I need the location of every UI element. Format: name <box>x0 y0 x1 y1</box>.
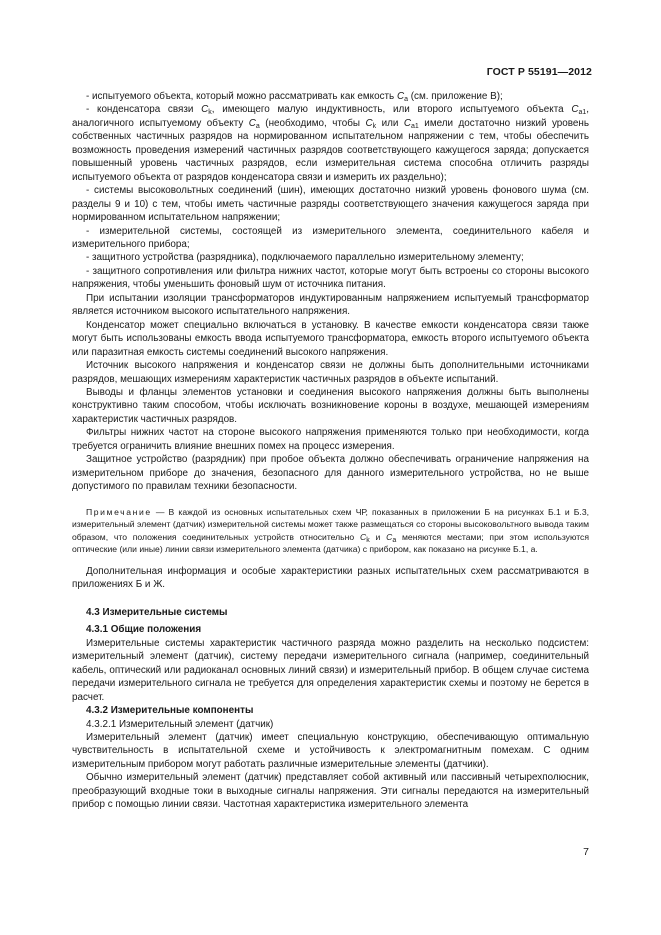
text-run: — В каждой из основных испытательных схем ЧР, показанных в приложении Б на рисунках Б.1 и Б.3, измерительный элемент (датчик) измерительной системы может также размещаться со стороны высоковольтного вывода таким образом, что положения соединительных устройств относительно <box>72 506 589 542</box>
list-item: - системы высоковольтных соединений (шин), имеющих достаточно низкий уровень фонового шума (см. разделы 9 и 10) с тем, чтобы иметь частичные разряды соответствующего значения кажущегося заряда при нормированном испытательном напряжении; <box>72 185 589 224</box>
paragraph: Фильтры нижних частот на стороне высокого напряжения применяются только при необходимости, когда требуется ограничить влияние внешних помех на процесс измерения. <box>72 427 589 452</box>
subscript: a <box>392 536 397 544</box>
list-item: - измерительной системы, состоящей из измерительного элемента, соединительного кабеля и измерительного прибора; <box>72 225 589 250</box>
subscript: a1 <box>411 122 419 130</box>
paragraph: Дополнительная информация и особые характеристики разных испытательных схем рассматриваются в приложениях Б и Ж. <box>72 565 589 591</box>
list-item: - защитного сопротивления или фильтра нижних частот, которые могут быть встроены со стороны высокого напряжения, чтобы уменьшить фоновый шум от источника питания. <box>72 265 589 291</box>
subscript: a <box>404 96 408 103</box>
subscript: k <box>208 109 212 117</box>
text-run: имели достаточно низкий уровень собственных частичных разрядов на нормированном испытательном напряжении с тем, чтобы обеспечить возможность проведения измерений частичных разрядов соответствующего кажущегося заряда; допускается повышенный уровень частичных разрядов, если измерительная система способна отличить разряды испытуемого объекта от разрядов конденсатора связи и измерить их раздельно); <box>72 117 590 183</box>
subscript: k <box>372 122 377 130</box>
text-run: , имеющего малую индуктивность, или второго испытуемого объекта <box>211 104 572 116</box>
text-run: и <box>369 531 387 542</box>
symbol: C <box>571 104 579 116</box>
symbol: C <box>365 117 373 129</box>
clause-heading: 4.3.2.1 Измерительный элемент (датчик) <box>86 718 274 730</box>
subscript: k <box>366 536 370 544</box>
symbol: C <box>396 91 405 102</box>
text-run: (необходимо, чтобы <box>259 117 366 129</box>
text-run: (см. приложение В); <box>407 91 503 102</box>
paragraph: При испытании изоляции трансформаторов индуктированным напряжением испытуемый трансформатор является источником высокого испытательного напряжения. <box>72 292 589 318</box>
paragraph: Измерительные системы характеристик частичного разряда можно разделить на несколько подсистем: измерительный элемент (датчик), систему передачи измерительного сигнала (например, соединительный кабель, оптический или радиоканал основных линий связи) и измерительный прибор. В общем случае система передачи измерительного сигнала не требуется для определения характеристик схемы и поэтому не берется в расчет. <box>72 637 589 703</box>
paragraph: Конденсатор может специально включаться в установку. В качестве емкости конденсатора связи также могут быть использованы емкость ввода испытуемого трансформатора, емкость второго испытуемого объекта или паразитная емкость системы соединений высокого напряжения. <box>72 319 589 358</box>
note-label: Примечание <box>86 506 152 517</box>
paragraph: Обычно измерительный элемент (датчик) представляет собой активный или пассивный четырехполюсник, преобразующий входные токи в выходные сигналы напряжения. Эти сигналы передаются на измерительный прибор с помощью линии связи. Частотная характеристика измерительного элемента <box>72 772 589 811</box>
symbol: C <box>386 531 393 542</box>
page-content <box>72 90 589 812</box>
list-item <box>72 90 589 103</box>
paragraph: Измерительный элемент (датчик) имеет специальную конструкцию, обеспечивающую оптимальную чувствительность в испытательной схеме и устойчивость к электромагнитным помехам. С одним измерительным прибором могут работать различные измерительные элементы (датчики). <box>72 731 589 770</box>
subscript: a <box>255 122 260 130</box>
symbol: C <box>359 531 367 542</box>
paragraph: Источник высокого напряжения и конденсатор связи не должны быть дополнительными источниками разрядов, мешающих измерениям характеристик частичных разрядов в объекте испытаний. <box>72 360 589 385</box>
text-run: - испытуемого объекта, который можно рассматривать как емкость <box>86 91 397 102</box>
standard-code-header: ГОСТ Р 55191—2012 <box>486 66 592 78</box>
text-run: или <box>376 117 404 129</box>
symbol: C <box>201 104 209 116</box>
list-item <box>72 103 589 184</box>
subsection-heading: 4.3.1 Общие положения <box>86 624 202 636</box>
symbol: C <box>248 117 256 129</box>
list-item: - защитного устройства (разрядника), подключаемого параллельно измерительному элементу; <box>86 252 524 264</box>
section-heading: 4.3 Измерительные системы <box>86 606 228 618</box>
note <box>72 506 589 556</box>
text-run: меняются местами; при этом используются оптические (или иные) линии связи измерительного элемента (датчика) с прибором, как показано на рисунке Б.1, а. <box>72 531 590 555</box>
subscript: a1 <box>578 109 587 117</box>
text-run: , аналогичного испытуемому объекту <box>72 104 590 129</box>
paragraph: Выводы и фланцы элементов установки и соединения высокого напряжения должны быть выполнены конструктивно таким способом, чтобы исключать возникновение короны в воздухе, мешающей измерениям характеристик частичных разрядов. <box>72 386 589 425</box>
page-number: 7 <box>583 846 589 858</box>
paragraph: Защитное устройство (разрядник) при пробое объекта должно обеспечивать ограничение напряжения на измерительном приборе до значения, безопасного для данного измерительного устройства, но не выше допустимого по правилам техники безопасности. <box>72 454 589 493</box>
subsection-heading: 4.3.2 Измерительные компоненты <box>86 705 254 717</box>
text-run: - конденсатора связи <box>86 104 202 116</box>
symbol: C <box>403 117 412 129</box>
